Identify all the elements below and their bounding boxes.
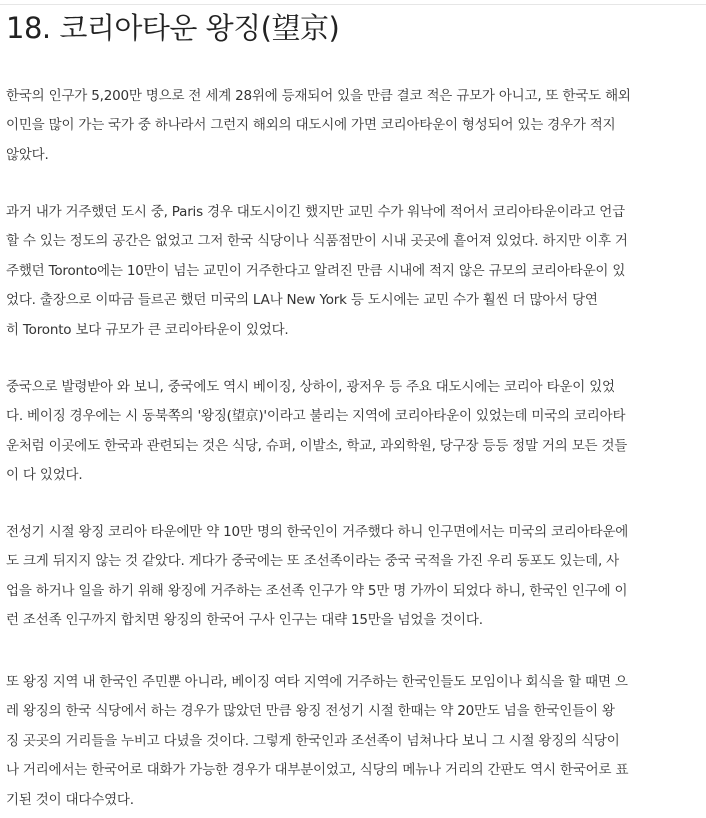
paragraph-2	[6, 198, 706, 345]
page-title: 18. 코리아타운 왕징(望京)	[6, 11, 340, 45]
text-line: 히 Toronto 보다 규모가 큰 코리아타운이 있었다.	[6, 321, 289, 338]
text-line: 도 크게 뒤지지 않는 것 같았다. 게다가 중국에는 또 조선족이라는 중국 국적을 가진 우리 동포도 있는데, 사	[6, 553, 619, 570]
paragraph-5	[6, 668, 706, 815]
text-line: 나 거리에서는 한국어로 대화가 가능한 경우가 대부분이었고, 식당의 메뉴나 거리의 간판도 역시 한국어로 표	[6, 762, 629, 779]
text-line: 징 곳곳의 거리들을 누비고 다녔을 것이다. 그렇게 한국인과 조선족이 넘쳐나다 보니 그 시절 왕징의 식당이	[6, 732, 620, 749]
text-line: 기된 것이 대다수였다.	[6, 791, 134, 808]
text-line: 레 왕징의 한국 식당에서 하는 경우가 많았던 만큼 왕징 전성기 시절 한때는 약 20만도 넘을 한국인들이 왕	[6, 703, 615, 720]
text-line: 다. 베이징 경우에는 시 동북쪽의 '왕징(望京)'이라고 불리는 지역에 코리아타운이 있었는데 미국의 코리아타	[6, 408, 626, 425]
paragraph-4	[6, 518, 706, 636]
text-line: 이민을 많이 가는 국가 중 하나라서 그런지 해외의 대도시에 가면 코리아타운이 형성되어 있는 경우가 적지	[6, 117, 616, 134]
text-line: 전성기 시절 왕징 코리아 타운에만 약 10만 명의 한국인이 거주했다 하니 인구면에서는 미국의 코리아타운에	[6, 524, 629, 540]
text-line: 업을 하거나 일을 하기 위해 왕징에 거주하는 조선족 인구가 약 5만 명 가까이 되었다 하니, 한국인 인구에 이	[6, 582, 628, 599]
text-line: 중국으로 발령받아 와 보니, 중국에도 역시 베이징, 상하이, 광저우 등 주요 대도시에는 코리아 타운이 있었	[6, 379, 615, 395]
text-line: 이 다 있었다.	[6, 467, 83, 484]
text-line: 과거 내가 거주했던 도시 중, Paris 경우 대도시이긴 했지만 교민 수가 워낙에 적어서 코리아타운이라고 언급	[6, 204, 625, 220]
text-line: 한국의 인구가 5,200만 명으로 전 세계 28위에 등재되어 있을 만큼 결코 적은 규모가 아니고, 또 한국도 해외	[6, 88, 631, 104]
paragraph-3	[6, 373, 706, 491]
text-line: 운처럼 이곳에도 한국과 관련되는 것은 식당, 슈퍼, 이발소, 학교, 과외학원, 당구장 등등 정말 거의 모든 것들	[6, 437, 628, 454]
text-line: 주했던 Toronto에는 10만이 넘는 교민이 거주한다고 알려진 만큼 시내에 적지 않은 규모의 코리아타운이 있	[6, 262, 626, 279]
paragraph-1	[6, 82, 706, 170]
text-line: 않았다.	[6, 146, 49, 163]
text-line: 런 조선족 인구까지 합치면 왕징의 한국어 구사 인구는 대략 15만을 넘었을 것이다.	[6, 612, 483, 629]
top-divider	[0, 4, 706, 5]
text-line: 또 왕징 지역 내 한국인 주민뿐 아니라, 베이징 여타 지역에 거주하는 한국인들도 모임이나 회식을 할 때면 으	[6, 674, 628, 690]
text-line: 었다. 출장으로 이따금 들르곤 했던 미국의 LA나 New York 등 도시에는 교민 수가 훨씬 더 많아서 당연	[6, 292, 598, 309]
text-line: 할 수 있는 정도의 공간은 없었고 그저 한국 식당이나 식품점만이 시내 곳곳에 흩어져 있었다. 하지만 이후 거	[6, 233, 628, 250]
